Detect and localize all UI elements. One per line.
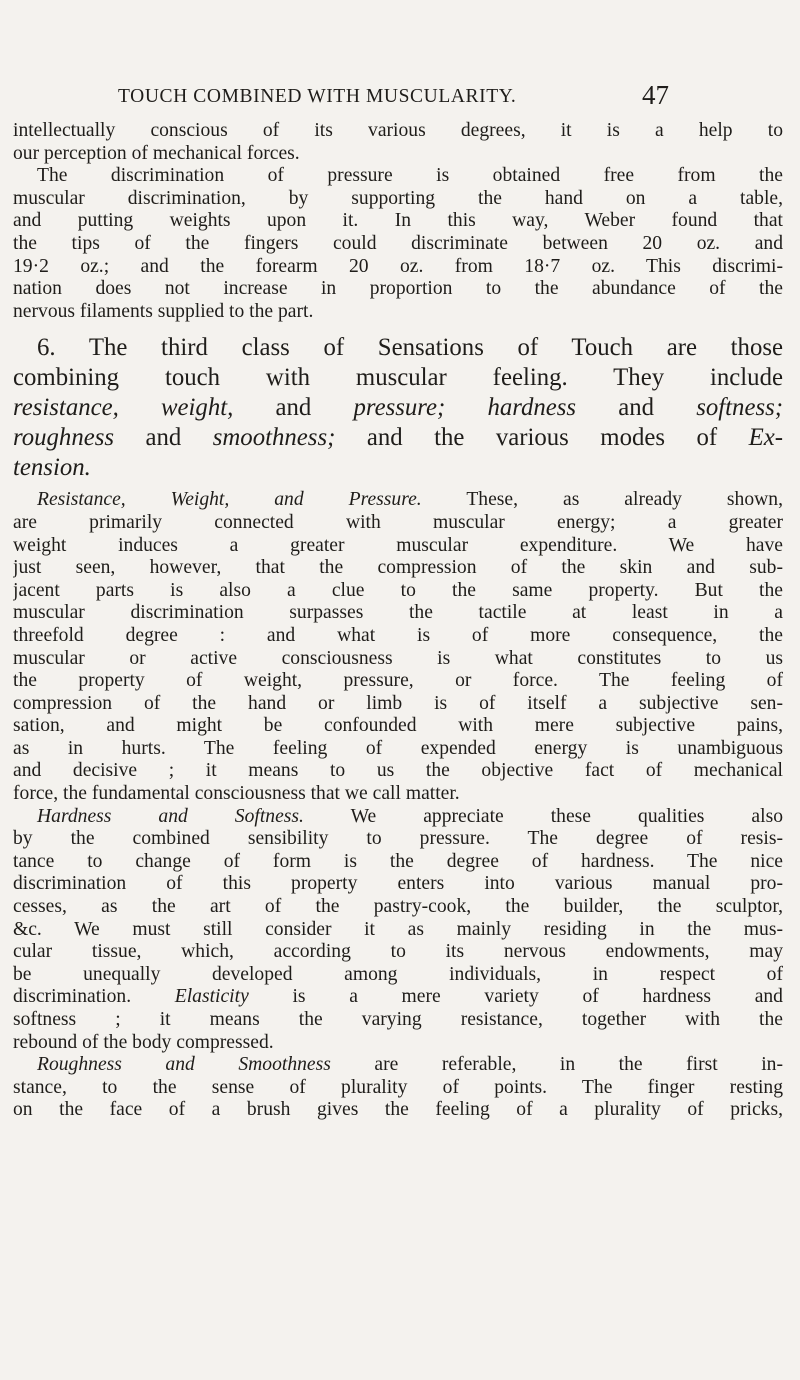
text-line: be unequally developed among individuals, in respect of bbox=[13, 963, 783, 985]
text-line: stance, to the sense of plurality of points. The finger resting bbox=[13, 1076, 783, 1098]
text-line: the property of weight, pressure, or force. The feeling of bbox=[13, 670, 783, 692]
page-number: 47 bbox=[642, 80, 669, 110]
text-line: weight induces a greater muscular expenditure. We have bbox=[13, 534, 783, 556]
paragraph-continuation bbox=[13, 120, 783, 165]
heading-line: tension. bbox=[13, 454, 91, 482]
text-line: discrimination. Elasticity is a mere variety of hardness and bbox=[13, 986, 783, 1008]
paragraph-hardness-softness bbox=[13, 806, 783, 1055]
text-line: force, the fundamental consciousness that we call matter. bbox=[13, 783, 460, 805]
text-line: by the combined sensibility to pressure. The degree of resis- bbox=[13, 828, 783, 850]
heading-line: roughness and smoothness; and the various modes of Ex- bbox=[13, 424, 783, 452]
text-line: 19·2 oz.; and the forearm 20 oz. from 18·7 oz. This discrimi- bbox=[13, 255, 783, 277]
text-line: muscular or active consciousness is what constitutes to us bbox=[13, 647, 783, 669]
text-line: jacent parts is also a clue to the same property. But the bbox=[13, 579, 783, 601]
heading-line: 6. The third class of Sensations of Touch are those bbox=[37, 334, 783, 362]
text-line: Resistance, Weight, and Pressure. These, as already shown, bbox=[37, 489, 783, 511]
text-line: as in hurts. The feeling of expended energy is unambiguous bbox=[13, 737, 783, 759]
heading-line: combining touch with muscular feeling. They include bbox=[13, 364, 783, 392]
text-line: nation does not increase in proportion to the abundance of the bbox=[13, 278, 783, 300]
text-line: cesses, as the art of the pastry-cook, the builder, the sculptor, bbox=[13, 896, 783, 918]
text-line: muscular discrimination, by supporting the hand on a table, bbox=[13, 187, 783, 209]
text-line: rebound of the body compressed. bbox=[13, 1031, 274, 1053]
text-line: cular tissue, which, according to its nervous endowments, may bbox=[13, 941, 783, 963]
text-line: just seen, however, that the compression of the skin and sub- bbox=[13, 557, 783, 579]
running-head bbox=[0, 80, 800, 120]
text-line: softness ; it means the varying resistance, together with the bbox=[13, 1009, 783, 1030]
text-line: &c. We must still consider it as mainly residing in the mus- bbox=[13, 918, 783, 940]
text-line: intellectually conscious of its various degrees, it is a help to bbox=[13, 120, 783, 141]
text-line: Hardness and Softness. We appreciate these qualities also bbox=[37, 805, 783, 827]
text-line: sation, and might be confounded with mere subjective pains, bbox=[13, 715, 783, 737]
text-line: muscular discrimination surpasses the tactile at least in a bbox=[13, 602, 783, 624]
paragraph-pressure-discrimination bbox=[13, 165, 783, 323]
running-title: TOUCH COMBINED WITH MUSCULARITY. bbox=[118, 86, 517, 107]
text-line: and putting weights upon it. In this way, Weber found that bbox=[13, 210, 783, 232]
heading-line: resistance, weight, and pressure; hardness and softness; bbox=[13, 394, 783, 422]
section-heading-6 bbox=[13, 333, 783, 483]
text-line: threefold degree : and what is of more consequence, the bbox=[13, 624, 783, 646]
text-line: Roughness and Smoothness are referable, in the first in- bbox=[37, 1054, 783, 1076]
text-line: tance to change of form is the degree of hardness. The nice bbox=[13, 850, 783, 872]
text-line: on the face of a brush gives the feeling of a plurality of pricks, bbox=[13, 1099, 783, 1121]
paragraph-roughness-smoothness bbox=[13, 1054, 783, 1122]
text-line: are primarily connected with muscular energy; a greater bbox=[13, 511, 783, 533]
text-line: compression of the hand or limb is of itself a subjective sen- bbox=[13, 692, 783, 714]
text-line: The discrimination of pressure is obtained free from the bbox=[37, 165, 783, 187]
text-line: nervous filaments supplied to the part. bbox=[13, 300, 314, 322]
text-line: our perception of mechanical forces. bbox=[13, 142, 300, 164]
text-line: the tips of the fingers could discriminate between 20 oz. and bbox=[13, 232, 783, 254]
paragraph-resistance-weight-pressure bbox=[13, 489, 783, 805]
text-line: and decisive ; it means to us the objective fact of mechanical bbox=[13, 760, 783, 782]
text-line: discrimination of this property enters into various manual pro- bbox=[13, 873, 783, 895]
body-text bbox=[13, 120, 783, 1122]
